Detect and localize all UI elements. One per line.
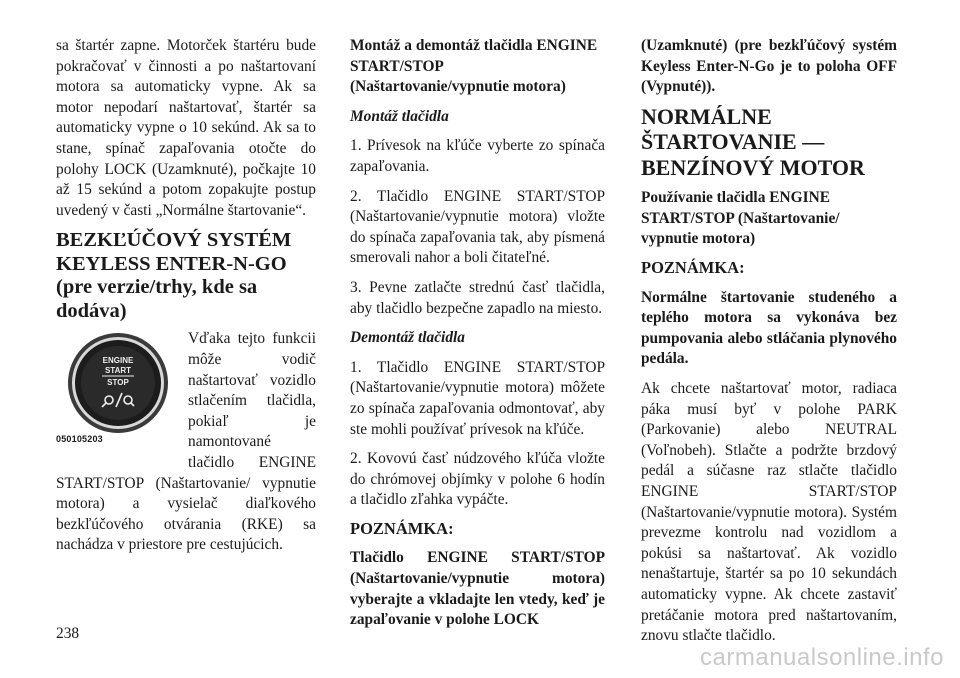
normal-start-heading: NORMÁLNE ŠTARTOVANIE — BENZÍNOVÝ MOTOR xyxy=(641,103,865,180)
dismount-step-1: 1. Tlačidlo ENGINE START/STOP (Naštartovanie/vypnutie motora) môžete zo spínača zapaľovania odmontovať, aby ste mohli používať prívesok na kľúče. xyxy=(350,358,605,438)
column-1 xyxy=(56,36,316,556)
button-text-stop: STOP xyxy=(107,378,129,388)
button-usage-subheading: Používanie tlačidla ENGINE START/STOP (Naštartovanie/ vypnutie motora) xyxy=(641,189,840,248)
mount-step-1: 1. Prívesok na kľúče vyberte zo spínača zapaľovania. xyxy=(350,137,605,175)
mount-step-3: 3. Pevne zatlačte strednú časť tlačidla, aby tlačidlo bezpečne zapadlo na miesto. xyxy=(350,278,605,317)
dismount-subheading: Demontáž tlačidla xyxy=(350,329,466,347)
page-number: 238 xyxy=(56,625,80,642)
normal-start-body: Ak chcete naštartovať motor, radiaca páka musí byť v polohe PARK (Parkovanie) alebo NEUTRAL (Voľnobeh). Stlačte a podržte brzdový pedál a súčasne raz stlačte tlačidlo ENGINE START/STOP (Naštartovanie/vypnutie motora). Systém prevezme kontrolu nad vozidlom a pokúsi sa naštartovať. Ak vozidlo nenaštartuje, štartér sa po 10 sekundách automaticky vypne. Ak chcete zastaviť pretáčanie motora pred naštartovaním, znovu stlačte tlačidlo. xyxy=(641,380,897,645)
button-text-engine: ENGINE xyxy=(102,356,134,366)
note-text-2: Normálne štartovanie studeného a teplého motora sa vykonáva bez pumpovania alebo stláčania plynového pedála. xyxy=(641,288,897,368)
note-label: POZNÁMKA: xyxy=(350,518,454,538)
engine-button-figure xyxy=(56,331,182,455)
mount-heading: Montáž a demontáž tlačidla ENGINE START/STOP (Naštartovanie/vypnutie motora) xyxy=(350,37,598,96)
note-continuation: (Uzamknuté) (pre bezkľúčový systém Keyless Enter-N-Go je to poloha OFF (Vypnuté)). xyxy=(641,37,897,96)
figure-id: 050105203 xyxy=(56,433,103,444)
note-text: Tlačidlo ENGINE START/STOP (Naštartovanie/vypnutie motora) vyberajte a vkladajte len vtedy, keď je zapaľovanie v polohe LOCK xyxy=(350,549,605,629)
mount-subheading: Montáž tlačidla xyxy=(350,107,449,125)
note-label-2: POZNÁMKA: xyxy=(641,258,745,278)
button-text-start: START xyxy=(104,366,132,376)
column-2 xyxy=(350,36,605,631)
mount-step-2: 2. Tlačidlo ENGINE START/STOP (Naštartovanie/vypnutie motora) vložte do spínača zapaľovania tak, aby písmená smerovali nahor a boli čitateľné. xyxy=(350,187,605,267)
dismount-step-2: 2. Kovovú časť núdzového kľúča vložte do chrómovej objímky v polohe 6 hodín a tlačidlo zľahka vypáčte. xyxy=(350,450,605,509)
intro-paragraph: sa štartér zapne. Motorček štartéru bude pokračovať v činnosti a po naštartovaní motora sa automaticky vypne. Ak sa motor nepodarí naštartovať, štartér sa automaticky vypne o 10 sekúnd. Ak sa to stane, spínač zapaľovania otočte do polohy LOCK (Uzamknuté), počkajte 10 až 15 sekúnd a potom zopakujte postup uvedený v časti „Normálne štartovanie“. xyxy=(56,37,316,219)
column-3 xyxy=(641,36,897,647)
engine-start-stop-button-icon xyxy=(62,331,174,435)
keyless-heading: BEZKĽÚČOVÝ SYSTÉM KEYLESS ENTER-N-GO (pre verzie/trhy, kde sa dodáva) xyxy=(56,229,292,322)
watermark: carmanualsonline.info xyxy=(700,644,944,671)
keyless-body: Vďaka tejto funkcii môže vodič naštartovať vozidlo stlačením tlačidla, pokiaľ je namontované tlačidlo ENGINE START/STOP (Naštartovanie/ vypnutie motora) a vysielač diaľkového bezkľúčového otvárania (RKE) sa nachádza v priestore pre cestujúcich. xyxy=(56,330,316,554)
